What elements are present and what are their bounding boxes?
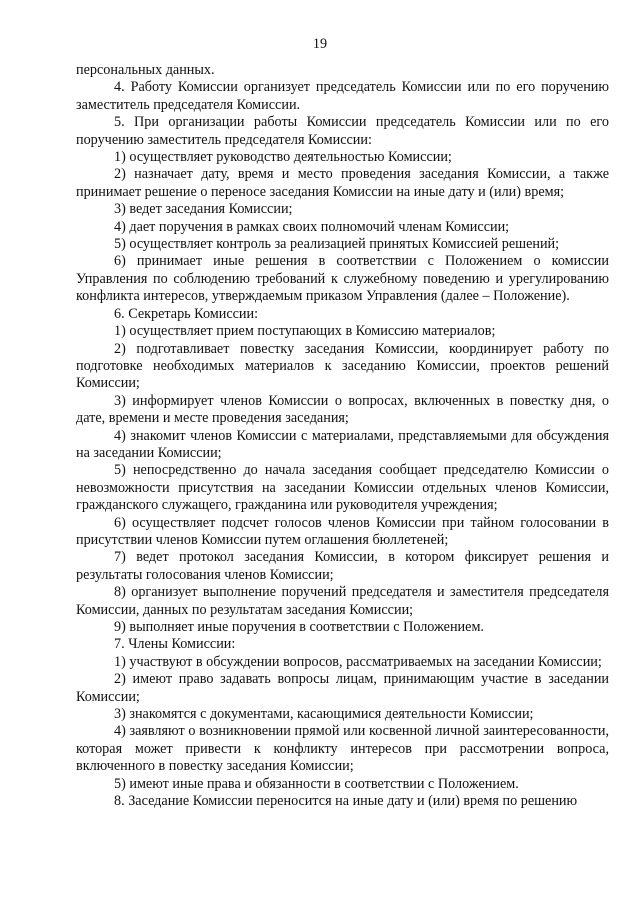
paragraph: 4) дает поручения в рамках своих полномочий членам Комиссии; bbox=[114, 218, 510, 235]
paragraph: 2) имеют право задавать вопросы лицам, принимающим участие в заседании Комиссии; bbox=[76, 671, 609, 705]
document-body bbox=[76, 62, 609, 810]
paragraph: 6. Секретарь Комиссии: bbox=[114, 305, 259, 322]
paragraph: 4) заявляют о возникновении прямой или косвенной личной заинтересованности, которая может привести к конфликту интересов при рассмотрении вопроса, включенного в повестку заседания Комиссии; bbox=[76, 723, 609, 775]
paragraph: персональных данных. bbox=[76, 62, 215, 78]
paragraph: 4) знакомит членов Комиссии с материалами, представляемыми для обсуждения на заседании Комиссии; bbox=[76, 427, 609, 461]
paragraph: 8. Заседание Комиссии переносится на иные дату и (или) время по решению bbox=[114, 793, 578, 810]
paragraph: 2) подготавливает повестку заседания Комиссии, координирует работу по подготовке необходимых материалов к заседанию Комиссии, проектов решений Комиссии; bbox=[76, 340, 609, 392]
paragraph: 7) ведет протокол заседания Комиссии, в котором фиксирует решения и результаты голосования членов Комиссии; bbox=[76, 549, 609, 583]
paragraph: 1) осуществляет руководство деятельностью Комиссии; bbox=[114, 149, 452, 166]
paragraph: 2) назначает дату, время и место проведения заседания Комиссии, а также принимает решение о переносе заседания Комиссии на иные дату и (или) время; bbox=[76, 166, 609, 200]
paragraph: 3) знакомятся с документами, касающимися деятельности Комиссии; bbox=[114, 706, 534, 723]
paragraph: 5) осуществляет контроль за реализацией принятых Комиссией решений; bbox=[114, 236, 560, 253]
page-number: 19 bbox=[312, 36, 328, 52]
paragraph: 5. При организации работы Комиссии председатель Комиссии или по его поручению заместитель председателя Комиссии: bbox=[76, 114, 609, 148]
paragraph: 3) информирует членов Комиссии о вопросах, включенных в повестку дня, о дате, времени и месте проведения заседания; bbox=[76, 392, 609, 427]
paragraph: 7. Члены Комиссии: bbox=[114, 636, 236, 653]
paragraph: 6) принимает иные решения в соответствии с Положением о комиссии Управления по соблюдению требований к служебному поведению и урегулированию конфликта интересов, утверждаемым приказом Управления (далее – Положение). bbox=[76, 253, 609, 305]
paragraph: 6) осуществляет подсчет голосов членов Комиссии при тайном голосовании в присутствии членов Комиссии путем оглашения бюллетеней; bbox=[76, 514, 609, 548]
paragraph: 4. Работу Комиссии организует председатель Комиссии или по его поручению заместитель председателя Комиссии. bbox=[76, 79, 609, 113]
paragraph: 5) имеют иные права и обязанности в соответствии с Положением. bbox=[114, 775, 519, 792]
paragraph: 1) участвуют в обсуждении вопросов, рассматриваемых на заседании Комиссии; bbox=[114, 653, 602, 670]
paragraph: 9) выполняет иные поручения в соответствии с Положением. bbox=[114, 619, 484, 635]
paragraph: 3) ведет заседания Комиссии; bbox=[114, 201, 293, 218]
paragraph: 1) осуществляет прием поступающих в Комиссию материалов; bbox=[114, 323, 496, 340]
paragraph: 5) непосредственно до начала заседания сообщает председателю Комиссии о невозможности присутствия на заседании Комиссии отдельных членов Комиссии, гражданского служащего, гражданина или руководителя учреждения; bbox=[76, 462, 609, 514]
paragraph: 8) организует выполнение поручений председателя и заместителя председателя Комиссии, данных по результатам заседания Комиссии; bbox=[76, 584, 609, 618]
